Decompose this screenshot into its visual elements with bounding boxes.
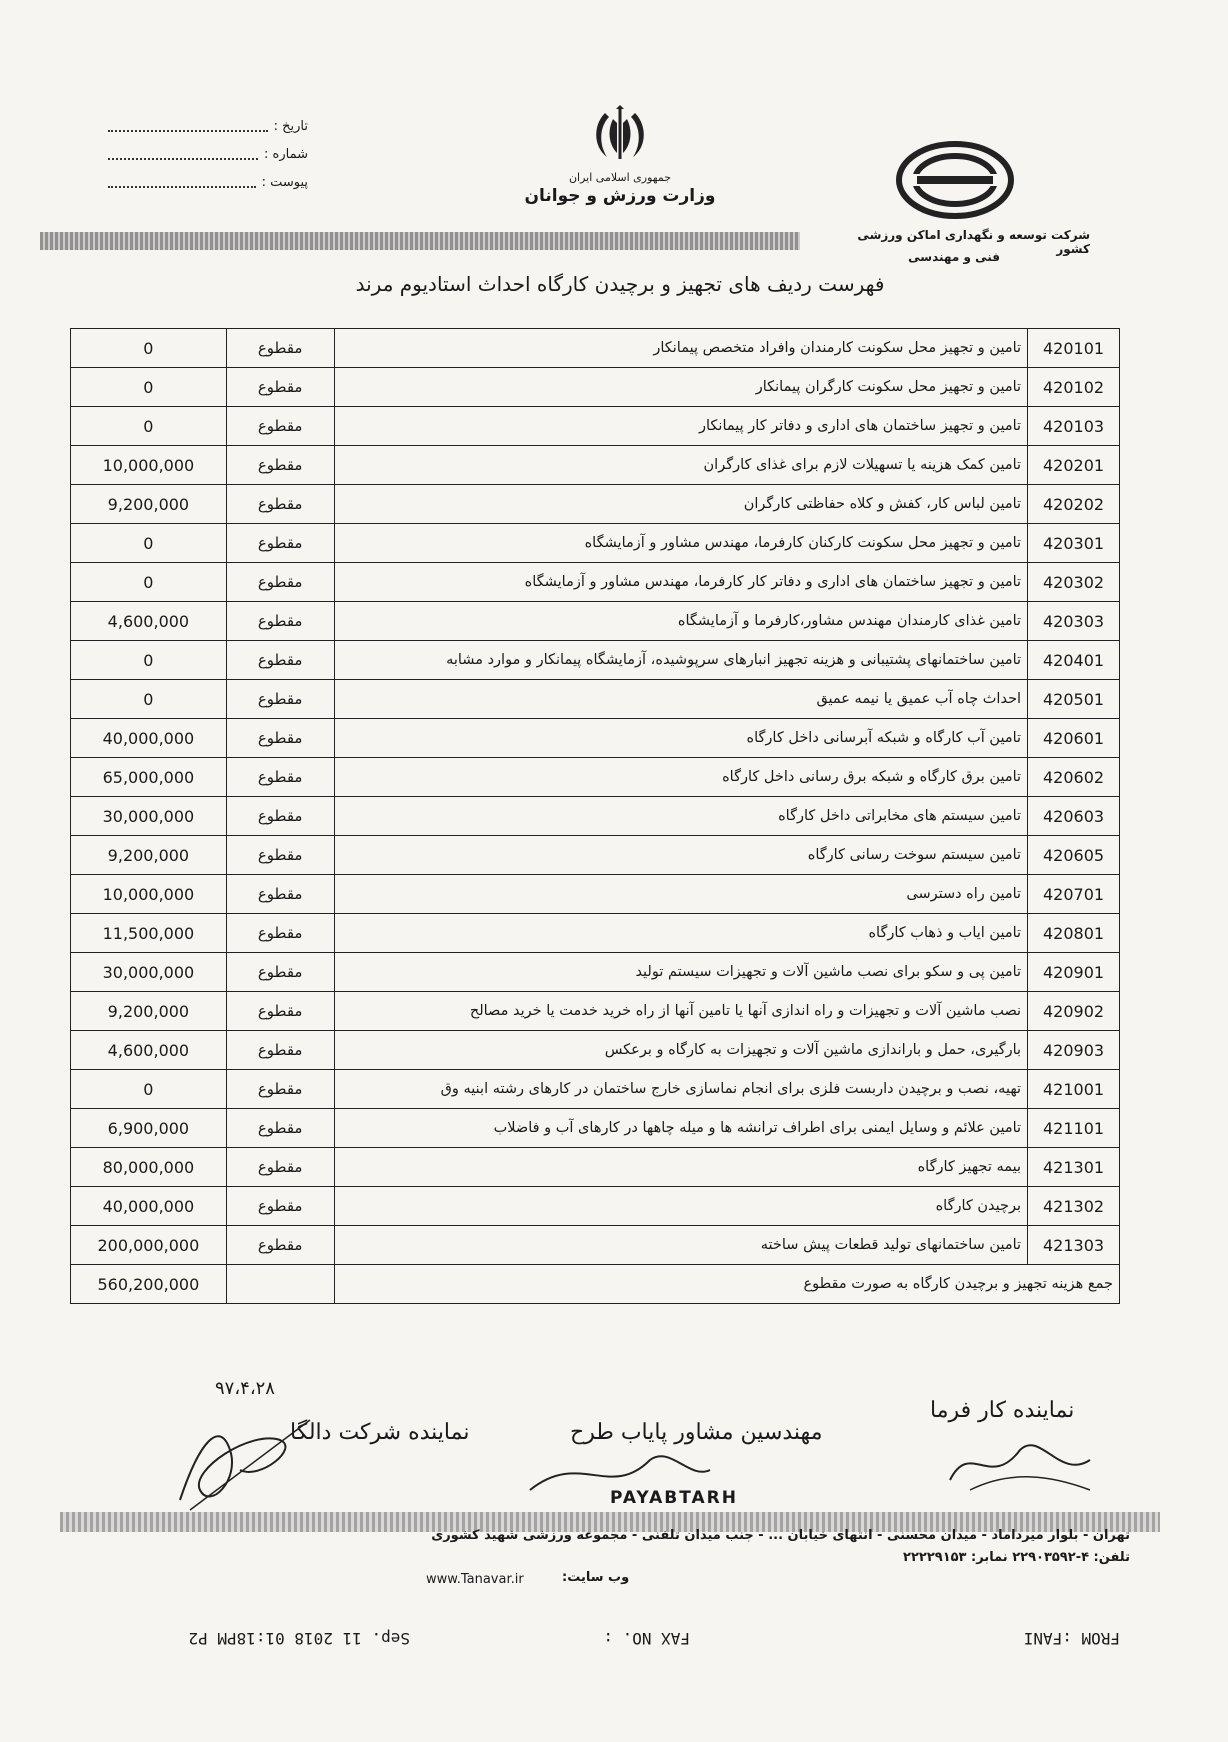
- header-band: [40, 232, 800, 250]
- description-cell: تامین راه دسترسی: [334, 875, 1028, 914]
- table-row: [71, 836, 1120, 875]
- government-header: [520, 105, 720, 206]
- amount-cell: 0: [71, 680, 227, 719]
- type-cell: مقطوع: [226, 875, 334, 914]
- description-cell: تامین لباس کار، کفش و کلاه حفاظتی کارگران: [334, 485, 1028, 524]
- meta-attachment: پیوست :: [108, 168, 308, 196]
- fax-number: FAX NO. :: [603, 1629, 690, 1648]
- code-cell: 421301: [1028, 1148, 1120, 1187]
- code-cell: 420101: [1028, 329, 1120, 368]
- type-cell: مقطوع: [226, 368, 334, 407]
- table-row: [71, 797, 1120, 836]
- code-cell: 420302: [1028, 563, 1120, 602]
- footer-website-label: وب سایت:: [562, 1570, 630, 1585]
- amount-cell: 0: [71, 641, 227, 680]
- code-cell: 420401: [1028, 641, 1120, 680]
- company-name: شرکت توسعه و نگهداری اماکن ورزشی کشور: [857, 228, 1090, 256]
- code-cell: 420202: [1028, 485, 1120, 524]
- description-cell: تامین و تجهیز محل سکونت کارمندان وافراد متخصص پیمانکار: [334, 329, 1028, 368]
- footer-address: تهران - بلوار میرداماد - میدان محسنی - انتهای خیابان ... - جنب میدان تلفنی - مجموعه ورزشی شهید کشوری: [431, 1528, 1130, 1543]
- items-table-body: [71, 329, 1120, 1304]
- amount-cell: 4,600,000: [71, 602, 227, 641]
- document-title: فهرست ردیف های تجهیز و برچیدن کارگاه احداث استادیوم مرند: [355, 272, 885, 296]
- description-cell: تامین ساختمانهای پشتیبانی و هزینه تجهیز انبارهای سرپوشیده، آزمایشگاه پیمانکار و موارد مشابه: [334, 641, 1028, 680]
- type-cell: مقطوع: [226, 758, 334, 797]
- code-cell: 420801: [1028, 914, 1120, 953]
- table-row: [71, 1070, 1120, 1109]
- code-cell: 420903: [1028, 1031, 1120, 1070]
- amount-cell: 40,000,000: [71, 1187, 227, 1226]
- company-logo-icon: [895, 140, 1015, 220]
- type-cell: مقطوع: [226, 602, 334, 641]
- amount-cell: 40,000,000: [71, 719, 227, 758]
- total-label: جمع هزینه تجهیز و برچیدن کارگاه به صورت مقطوع: [334, 1265, 1119, 1304]
- code-cell: 420501: [1028, 680, 1120, 719]
- meta-date: تاریخ :: [108, 112, 308, 140]
- description-cell: تامین آب کارگاه و شبکه آبرسانی داخل کارگاه: [334, 719, 1028, 758]
- description-cell: نصب ماشین آلات و تجهیزات و راه اندازی آنها یا تامین آنها از راه خرید خدمت یا خرید مصالح: [334, 992, 1028, 1031]
- type-cell: مقطوع: [226, 914, 334, 953]
- amount-cell: 9,200,000: [71, 992, 227, 1031]
- code-cell: 420301: [1028, 524, 1120, 563]
- description-cell: تامین و تجهیز محل سکونت کارگران پیمانکار: [334, 368, 1028, 407]
- total-amount: 560,200,000: [71, 1265, 227, 1304]
- consultant-stamp: PAYABTARH: [610, 1488, 738, 1508]
- type-cell: مقطوع: [226, 1226, 334, 1265]
- code-cell: 420603: [1028, 797, 1120, 836]
- code-cell: 421303: [1028, 1226, 1120, 1265]
- type-cell: مقطوع: [226, 719, 334, 758]
- table-row: [71, 1148, 1120, 1187]
- table-row: [71, 641, 1120, 680]
- code-cell: 420103: [1028, 407, 1120, 446]
- type-cell: مقطوع: [226, 1109, 334, 1148]
- amount-cell: 0: [71, 368, 227, 407]
- description-cell: تامین کمک هزینه یا تسهیلات لازم برای غذای کارگران: [334, 446, 1028, 485]
- table-row: [71, 1187, 1120, 1226]
- amount-cell: 10,000,000: [71, 875, 227, 914]
- fax-header: [140, 1622, 1120, 1648]
- table-row: [71, 1031, 1120, 1070]
- consultant-label: مهندسین مشاور پایاب طرح: [570, 1420, 823, 1445]
- type-cell: مقطوع: [226, 680, 334, 719]
- code-cell: 421302: [1028, 1187, 1120, 1226]
- description-cell: تامین ساختمانهای تولید قطعات پیش ساخته: [334, 1226, 1028, 1265]
- table-row: [71, 524, 1120, 563]
- code-cell: 420201: [1028, 446, 1120, 485]
- description-cell: تامین برق کارگاه و شبکه برق رسانی داخل کارگاه: [334, 758, 1028, 797]
- amount-cell: 4,600,000: [71, 1031, 227, 1070]
- table-row: [71, 914, 1120, 953]
- amount-cell: 65,000,000: [71, 758, 227, 797]
- table-row: [71, 953, 1120, 992]
- description-cell: تامین و تجهیز ساختمان های اداری و دفاتر کار کارفرما، مهندس مشاور و آزمایشگاه: [334, 563, 1028, 602]
- description-cell: تامین و تجهیز ساختمان های اداری و دفاتر کار پیمانکار: [334, 407, 1028, 446]
- meta-number-value: [108, 148, 258, 160]
- type-cell: مقطوع: [226, 329, 334, 368]
- contractor-representative-label: نماینده شرکت دالگا: [290, 1420, 470, 1445]
- amount-cell: 0: [71, 563, 227, 602]
- amount-cell: 200,000,000: [71, 1226, 227, 1265]
- code-cell: 420601: [1028, 719, 1120, 758]
- type-cell: مقطوع: [226, 407, 334, 446]
- type-cell: مقطوع: [226, 1148, 334, 1187]
- amount-cell: 0: [71, 407, 227, 446]
- meta-number: شماره :: [108, 140, 308, 168]
- type-cell: مقطوع: [226, 446, 334, 485]
- company-department: فنی و مهندسی: [908, 250, 1000, 264]
- amount-cell: 30,000,000: [71, 953, 227, 992]
- table-row: [71, 680, 1120, 719]
- items-table: [70, 328, 1120, 1304]
- document-meta: [108, 112, 308, 196]
- type-cell: مقطوع: [226, 1031, 334, 1070]
- code-cell: 420605: [1028, 836, 1120, 875]
- amount-cell: 11,500,000: [71, 914, 227, 953]
- contractor-signature-icon: [160, 1400, 320, 1520]
- meta-date-value: [108, 120, 268, 132]
- description-cell: تامین و تجهیز محل سکونت کارکنان کارفرما، مهندس مشاور و آزمایشگاه: [334, 524, 1028, 563]
- meta-attachment-value: [108, 176, 256, 188]
- code-cell: 420902: [1028, 992, 1120, 1031]
- total-type-cell: [226, 1265, 334, 1304]
- code-cell: 420701: [1028, 875, 1120, 914]
- table-row: [71, 563, 1120, 602]
- description-cell: برچیدن کارگاه: [334, 1187, 1028, 1226]
- type-cell: مقطوع: [226, 953, 334, 992]
- type-cell: مقطوع: [226, 563, 334, 602]
- table-row: [71, 329, 1120, 368]
- type-cell: مقطوع: [226, 836, 334, 875]
- employer-signature-icon: [940, 1420, 1100, 1500]
- footer-contact: تلفن: ۴-۲۲۹۰۳۵۹۲ نمابر: ۲۲۲۲۹۱۵۳: [903, 1550, 1130, 1565]
- description-cell: تامین سیستم های مخابراتی داخل کارگاه: [334, 797, 1028, 836]
- description-cell: تامین علائم و وسایل ایمنی برای اطراف ترانشه ها و میله چاهها در کارهای آب و فاضلاب: [334, 1109, 1028, 1148]
- table-row: [71, 719, 1120, 758]
- amount-cell: 9,200,000: [71, 485, 227, 524]
- code-cell: 421101: [1028, 1109, 1120, 1148]
- type-cell: مقطوع: [226, 524, 334, 563]
- code-cell: 421001: [1028, 1070, 1120, 1109]
- footer-website: www.Tanavar.ir: [426, 1572, 524, 1587]
- gov-line-2: وزارت ورزش و جوانان: [524, 186, 716, 206]
- fax-from: FROM :FANI: [1023, 1629, 1120, 1648]
- amount-cell: 6,900,000: [71, 1109, 227, 1148]
- table-row: [71, 446, 1120, 485]
- type-cell: مقطوع: [226, 1070, 334, 1109]
- table-row: [71, 1226, 1120, 1265]
- table-row: [71, 992, 1120, 1031]
- type-cell: مقطوع: [226, 797, 334, 836]
- amount-cell: 80,000,000: [71, 1148, 227, 1187]
- type-cell: مقطوع: [226, 485, 334, 524]
- table-row: [71, 407, 1120, 446]
- table-row: [71, 485, 1120, 524]
- table-row: [71, 875, 1120, 914]
- amount-cell: 0: [71, 524, 227, 563]
- code-cell: 420102: [1028, 368, 1120, 407]
- type-cell: مقطوع: [226, 1187, 334, 1226]
- table-row: [71, 1109, 1120, 1148]
- code-cell: 420602: [1028, 758, 1120, 797]
- iran-emblem-icon: [585, 105, 655, 165]
- total-row: [71, 1265, 1120, 1304]
- fax-datetime: Sep. 11 2018 01:18PM P2: [188, 1629, 410, 1648]
- table-row: [71, 758, 1120, 797]
- gov-line-1: جمهوری اسلامی ایران: [568, 171, 672, 184]
- description-cell: تامین پی و سکو برای نصب ماشین آلات و تجهیزات سیستم تولید: [334, 953, 1028, 992]
- employer-representative-label: نماینده کار فرما: [930, 1398, 1075, 1423]
- description-cell: احداث چاه آب عمیق یا نیمه عمیق: [334, 680, 1028, 719]
- amount-cell: 30,000,000: [71, 797, 227, 836]
- code-cell: 420303: [1028, 602, 1120, 641]
- amount-cell: 0: [71, 329, 227, 368]
- amount-cell: 9,200,000: [71, 836, 227, 875]
- amount-cell: 0: [71, 1070, 227, 1109]
- description-cell: بیمه تجهیز کارگاه: [334, 1148, 1028, 1187]
- description-cell: تامین ایاب و ذهاب کارگاه: [334, 914, 1028, 953]
- signature-date: ۹۷،۴،۲۸: [215, 1378, 275, 1399]
- description-cell: تامین غذای کارمندان مهندس مشاور،کارفرما و آزمایشگاه: [334, 602, 1028, 641]
- table-row: [71, 602, 1120, 641]
- description-cell: بارگیری، حمل و باراندازی ماشین آلات و تجهیزات به کارگاه و برعکس: [334, 1031, 1028, 1070]
- type-cell: مقطوع: [226, 641, 334, 680]
- code-cell: 420901: [1028, 953, 1120, 992]
- description-cell: تامین سیستم سوخت رسانی کارگاه: [334, 836, 1028, 875]
- table-row: [71, 368, 1120, 407]
- type-cell: مقطوع: [226, 992, 334, 1031]
- amount-cell: 10,000,000: [71, 446, 227, 485]
- description-cell: تهیه، نصب و برچیدن داربست فلزی برای انجام نماسازی خارج ساختمان در کارهای رشته ابنیه وق: [334, 1070, 1028, 1109]
